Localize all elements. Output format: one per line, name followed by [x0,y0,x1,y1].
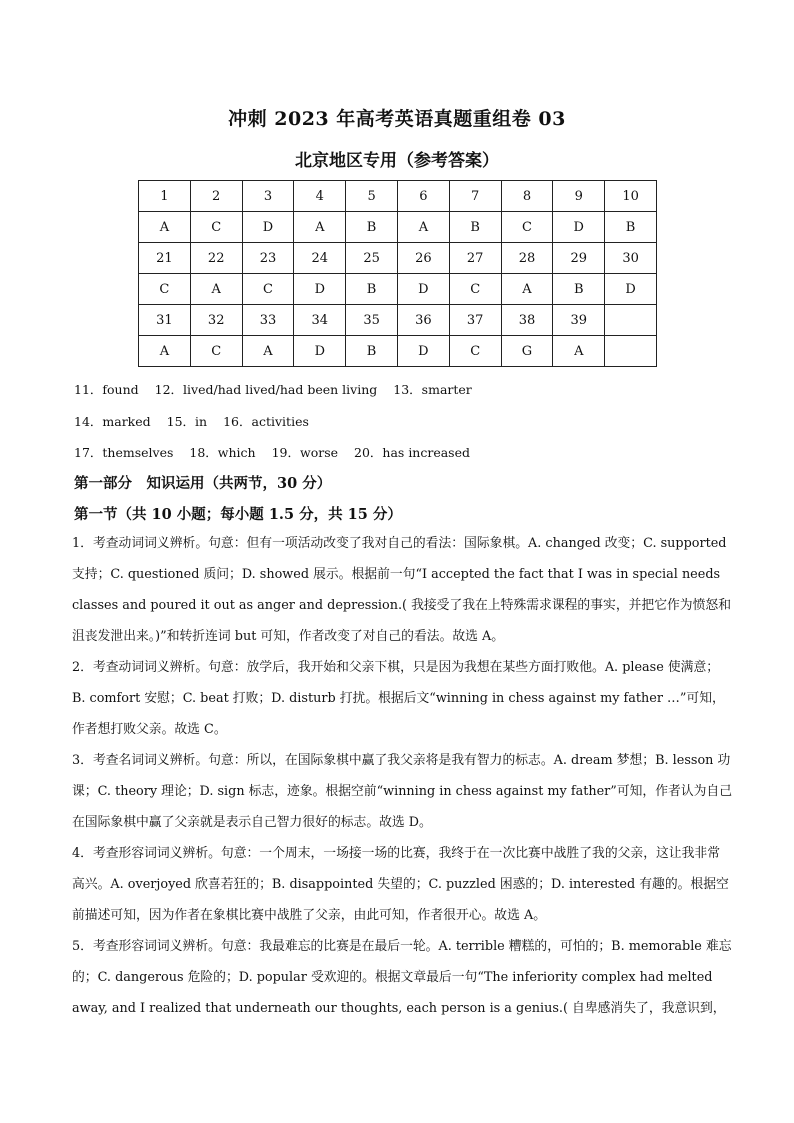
answer-row [139,274,657,305]
fill-item: 16．activities [223,414,309,429]
answer-cell: 35 [346,305,398,336]
fill-item: 11．found [74,382,139,397]
answer-row [139,336,657,367]
fill-item: 14．marked [74,414,151,429]
answer-cell: 31 [139,305,191,336]
answer-cell: B [449,212,501,243]
answer-cell: D [242,212,294,243]
answer-cell: 10 [605,181,657,212]
answer-cell: 22 [190,243,242,274]
answer-cell: B [346,336,398,367]
explanations [72,528,732,1024]
answer-cell: A [139,212,191,243]
answer-cell: D [553,212,605,243]
answer-cell: 27 [449,243,501,274]
answer-cell: C [190,212,242,243]
answer-cell: A [242,336,294,367]
answer-cell: B [553,274,605,305]
answer-cell: 7 [449,181,501,212]
answer-cell: 36 [397,305,449,336]
answer-cell: A [190,274,242,305]
fill-line-2 [74,412,321,430]
answer-cell: A [294,212,346,243]
page-title: 冲刺 2023 年高考英语真题重组卷 03 [228,108,566,130]
fill-item: 12．lived/had lived/had been living [154,382,378,397]
fill-line-1 [74,380,484,398]
answer-cell: A [139,336,191,367]
answer-cell [605,305,657,336]
answer-cell: 23 [242,243,294,274]
fill-line-3 [74,443,482,461]
answer-cell: A [553,336,605,367]
answer-cell: 39 [553,305,605,336]
answer-cell: 21 [139,243,191,274]
answer-cell: A [501,274,553,305]
answer-cell: A [397,212,449,243]
answer-cell: G [501,336,553,367]
explanation-1: 1．考查动词词义辨析。句意：但有一项活动改变了我对自己的看法：国际象棋。A. changed 改变；C. supported 支持；C. questioned 质问；D. showed 展示。根据前一句“I accepted the fact that I was in special needs classes and poured it out as anger and depression.( 我接受了我在上特殊需求课程的事实，并把它作为愤怒和沮丧发泄出来。)”和转折连词 but 可知，作者改变了对自己的看法。故选 A。 [72,536,731,644]
answer-cell: 29 [553,243,605,274]
answer-row [139,305,657,336]
answer-cell: 25 [346,243,398,274]
fill-item: 18．which [189,445,256,460]
answer-cell: 9 [553,181,605,212]
fill-item: 20．has increased [354,445,471,460]
answer-cell: 2 [190,181,242,212]
answer-cell: 3 [242,181,294,212]
answer-cell: 26 [397,243,449,274]
answer-cell: D [294,274,346,305]
answer-cell: 30 [605,243,657,274]
answer-cell: 6 [397,181,449,212]
answer-cell: C [449,274,501,305]
answer-cell: 5 [346,181,398,212]
explanation-2: 2．考查动词词义辨析。句意：放学后，我开始和父亲下棋，只是因为我想在某些方面打败他。A. please 使满意；B. comfort 安慰；C. beat 打败；D. disturb 打扰。根据后文“winning in chess against my father …”可知，作者想打败父亲。故选 C。 [72,660,725,737]
answer-cell: 38 [501,305,553,336]
fill-item: 17．themselves [74,445,174,460]
answer-cell: 8 [501,181,553,212]
answer-cell: C [449,336,501,367]
answer-cell: D [397,274,449,305]
answer-cell: C [139,274,191,305]
answer-cell: D [605,274,657,305]
answer-cell [605,336,657,367]
answer-cell: 37 [449,305,501,336]
answer-table [138,180,657,367]
answer-row [139,243,657,274]
answer-cell: 33 [242,305,294,336]
answer-cell: B [346,212,398,243]
answer-row [139,212,657,243]
answer-cell: D [397,336,449,367]
answer-cell: 1 [139,181,191,212]
answer-cell: B [605,212,657,243]
answer-cell: 28 [501,243,553,274]
answer-cell: C [190,336,242,367]
subsection-heading: 第一节（共 10 小题；每小题 1.5 分，共 15 分） [74,506,402,523]
answer-cell: 4 [294,181,346,212]
answer-cell: 32 [190,305,242,336]
answer-cell: 34 [294,305,346,336]
fill-item: 13．smarter [393,382,472,397]
answer-row [139,181,657,212]
answer-cell: 24 [294,243,346,274]
answer-cell: C [242,274,294,305]
explanation-3: 3．考查名词词义辨析。句意：所以，在国际象棋中赢了我父亲将是我有智力的标志。A. dream 梦想；B. lesson 功课；C. theory 理论；D. sign 标志，迹象。根据空前“winning in chess against my father”可知，作者认为自己在国际象棋中赢了父亲就是表示自己智力很好的标志。故选 D。 [72,753,733,830]
answer-cell: B [346,274,398,305]
page-subtitle: 北京地区专用（参考答案） [295,151,499,171]
answer-cell: D [294,336,346,367]
explanation-4: 4．考查形容词词义辨析。句意：一个周末，一场接一场的比赛，我终于在一次比赛中战胜了我的父亲，这让我非常高兴。A. overjoyed 欣喜若狂的；B. disappointed 失望的；C. puzzled 困惑的；D. interested 有趣的。根据空前描述可知，因为作者在象棋比赛中战胜了父亲，由此可知，作者很开心。故选 A。 [72,846,729,923]
answer-cell: C [501,212,553,243]
fill-item: 15．in [166,414,208,429]
section-heading: 第一部分 知识运用（共两节，30 分） [74,475,332,492]
fill-item: 19．worse [271,445,339,460]
explanation-5: 5．考查形容词词义辨析。句意：我最难忘的比赛是在最后一轮。A. terrible 糟糕的，可怕的；B. memorable 难忘的；C. dangerous 危险的；D. popular 受欢迎的。根据文章最后一句“The inferiority complex had melted away, and I realized that underneath our thoughts, each person is a genius.( 自卑感消失了，我意识到， [72,939,732,1016]
